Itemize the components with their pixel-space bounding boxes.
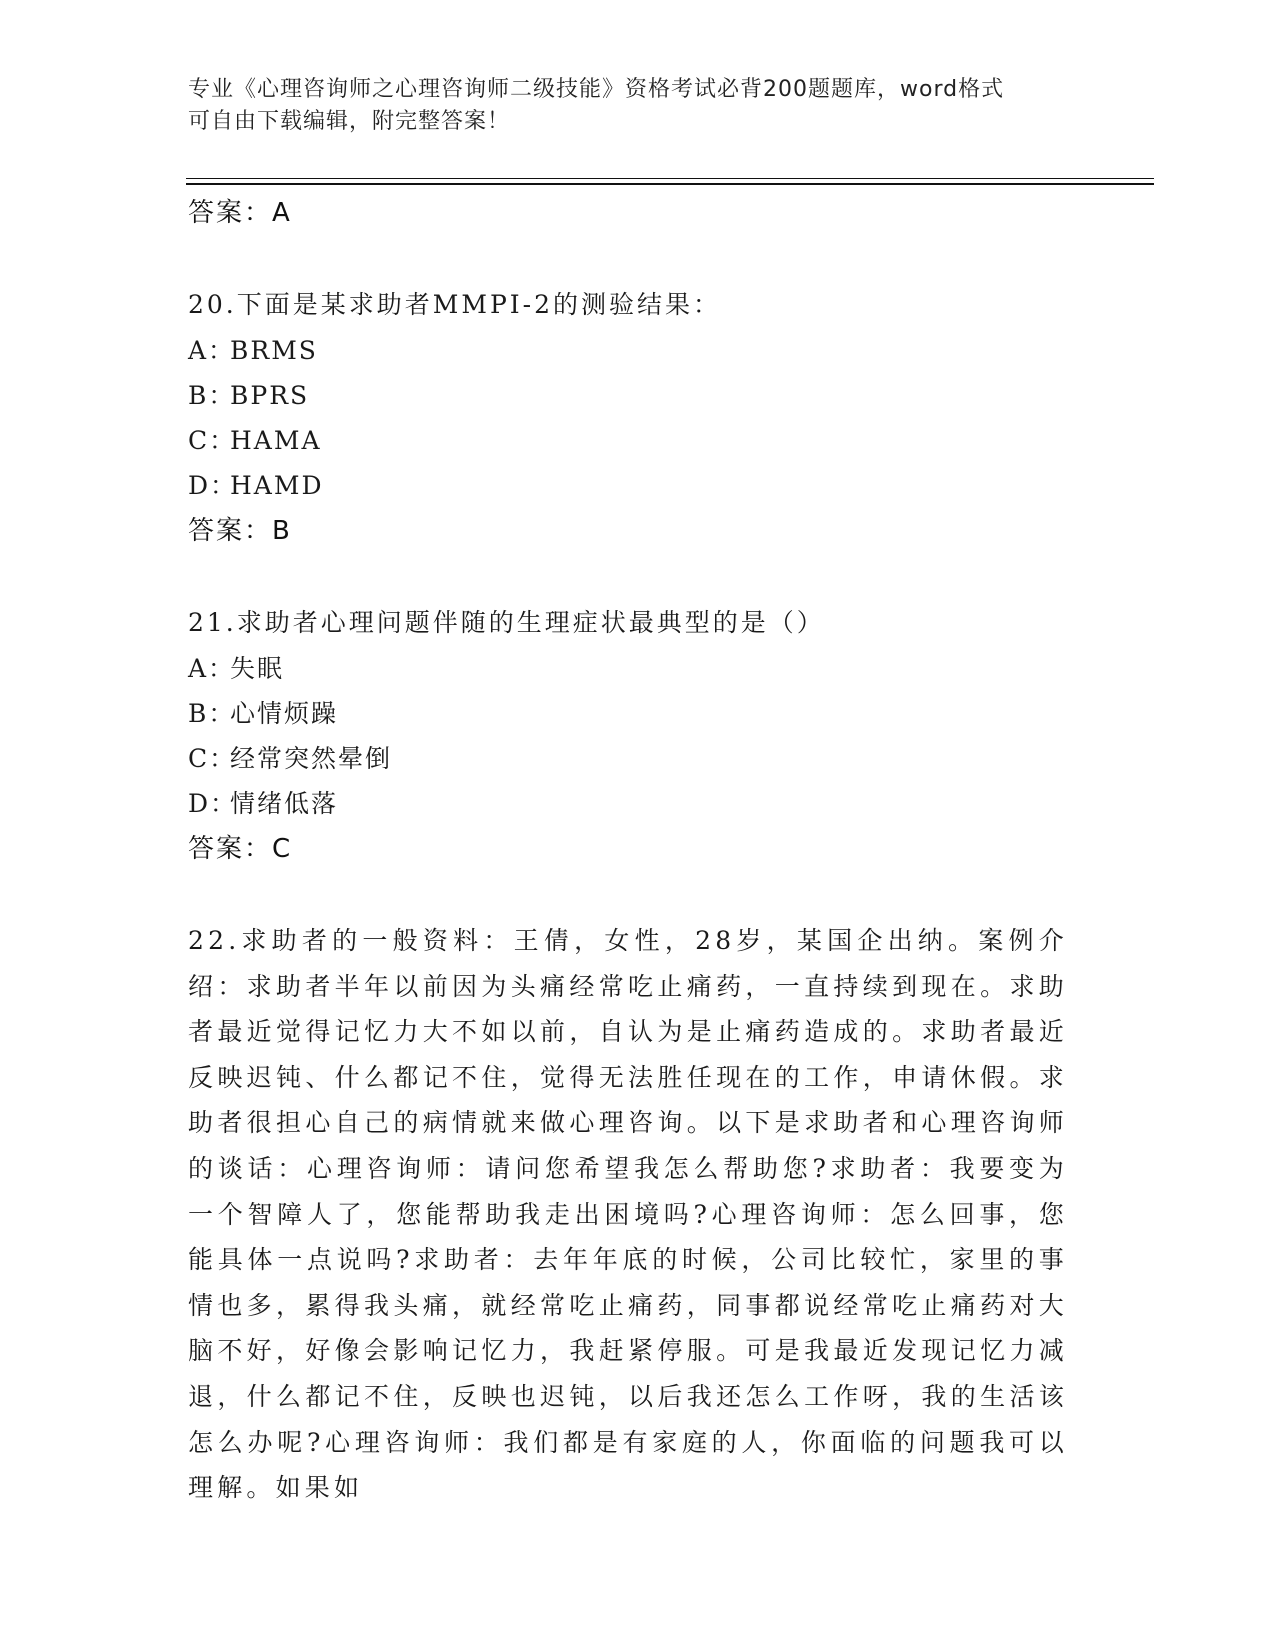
header-line-2: 可自由下载编辑，附完整答案！ [188,109,511,134]
option-text: 情绪低落 [230,789,339,818]
document-body [188,190,1088,1511]
document-header [188,74,1068,138]
option-letter: D： [188,471,238,500]
question-stem: 20.下面是某求助者MMPI-2的测验结果： [188,290,722,319]
option-text: BPRS [230,381,310,410]
option-text: 经常突然晕倒 [230,744,393,773]
option-letter: A： [188,336,236,365]
option-d [188,463,1088,508]
option-letter: B： [188,699,236,728]
option-letter: A： [188,654,236,683]
option-c [188,418,1088,463]
header-rule-thick [186,183,1154,185]
question-20 [188,282,1088,554]
header-line-1: 专业《心理咨询师之心理咨询师二级技能》资格考试必背200题题库，word格式 [188,77,1005,102]
option-text: 失眠 [230,654,285,683]
option-letter: B： [188,381,236,410]
option-b [188,373,1088,418]
option-text: 心情烦躁 [230,699,339,728]
option-letter: C： [188,426,237,455]
header-rule-thin [186,178,1154,179]
question-22-case-text: 22.求助者的一般资料：王倩，女性，28岁，某国企出纳。案例介绍：求助者半年以前因为头痛经常吃止痛药，一直持续到现在。求助者最近觉得记忆力大不如以前，自认为是止痛药造成的。求助者最近反映迟钝、什么都记不住，觉得无法胜任现在的工作，申请休假。求助者很担心自己的病情就来做心理咨询。以下是求助者和心理咨询师的谈话：心理咨询师：请问您希望我怎么帮助您?求助者：我要变为一个智障人了，您能帮助我走出困境吗?心理咨询师：怎么回事，您能具体一点说吗?求助者：去年年底的时候，公司比较忙，家里的事情也多，累得我头痛，就经常吃止痛药，同事都说经常吃止痛药对大脑不好，好像会影响记忆力，我赶紧停服。可是我最近发现记忆力减退，什么都记不住，反映也迟钝，以后我还怎么工作呀，我的生活该怎么办呢?心理咨询师：我们都是有家庭的人，你面临的问题我可以理解。如果如 [188,926,1068,1503]
answer-19: 答案：A [188,198,292,228]
question-stem: 21.求助者心理问题伴随的生理症状最典型的是（） [188,608,825,637]
option-letter: D： [188,789,238,818]
option-text: BRMS [230,336,318,365]
option-c [188,736,1088,781]
option-b [188,691,1088,736]
answer-20: 答案：B [188,516,292,546]
option-text: HAMA [230,426,322,455]
option-a [188,328,1088,373]
option-letter: C： [188,744,237,773]
option-d [188,781,1088,826]
question-21 [188,600,1088,872]
option-a [188,646,1088,691]
option-text: HAMD [230,471,324,500]
answer-21: 答案：C [188,834,293,864]
